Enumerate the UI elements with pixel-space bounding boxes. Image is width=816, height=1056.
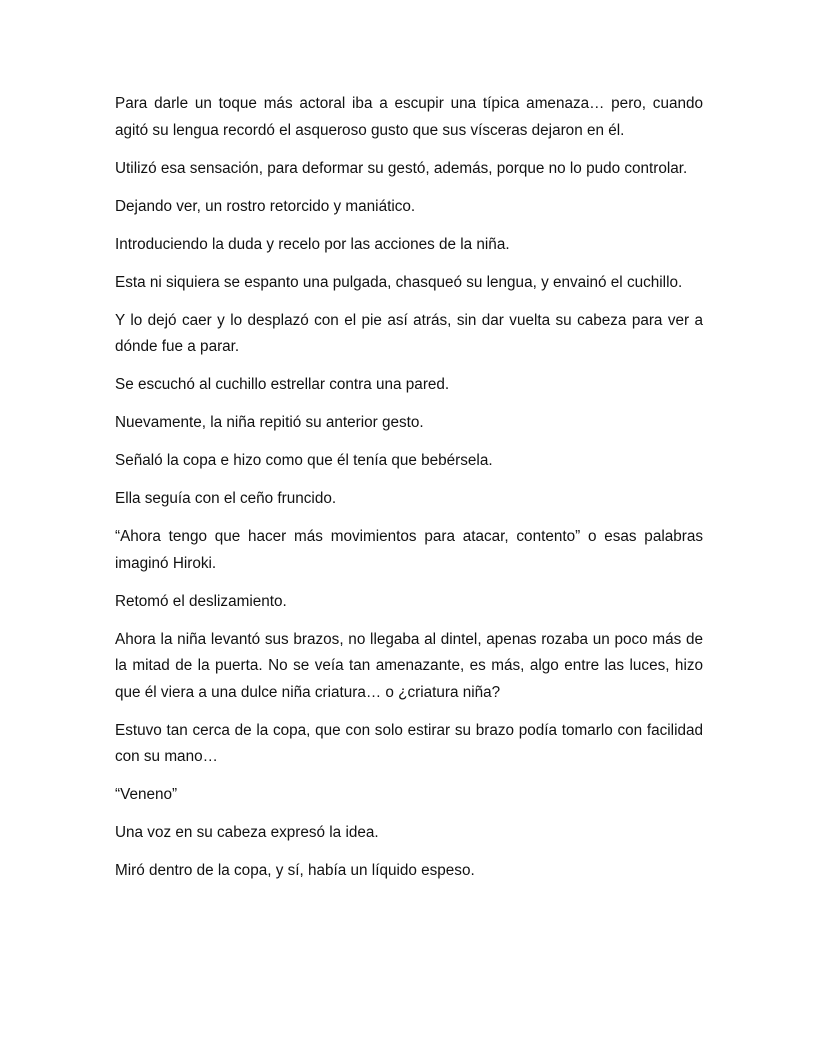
paragraph: Miró dentro de la copa, y sí, había un líquido espeso. xyxy=(115,862,475,879)
paragraph: Retomó el deslizamiento. xyxy=(115,592,287,610)
paragraph: “Veneno” xyxy=(115,786,178,803)
paragraph: Señaló la copa e hizo como que él tenía que bebérsela. xyxy=(115,452,493,469)
paragraph: Estuvo tan cerca de la copa, que con solo estirar su brazo podía tomarlo con facilidad con su mano… xyxy=(115,721,703,765)
paragraph: Una voz en su cabeza expresó la idea. xyxy=(115,824,379,841)
paragraph: Nuevamente, la niña repitió su anterior gesto. xyxy=(115,414,424,431)
paragraph: Ahora la niña levantó sus brazos, no llegaba al dintel, apenas rozaba un poco más de la mitad de la puerta. No se veía tan amenazante, es más, algo entre las luces, hizo que él viera a una dulce niña criatura… o ¿criatura niña? xyxy=(115,630,703,701)
paragraph: Para darle un toque más actoral iba a escupir una típica amenaza… pero, cuando agitó su lengua recordó el asqueroso gusto que sus vísceras dejaron en él. xyxy=(115,95,703,139)
paragraph: “Ahora tengo que hacer más movimientos para atacar, contento” o esas palabras imaginó Hiroki. xyxy=(115,528,703,572)
paragraph: Introduciendo la duda y recelo por las acciones de la niña. xyxy=(115,235,510,253)
paragraph: Y lo dejó caer y lo desplazó con el pie así atrás, sin dar vuelta su cabeza para ver a dónde fue a parar. xyxy=(115,311,703,355)
paragraph: Esta ni siquiera se espanto una pulgada, chasqueó su lengua, y envainó el cuchillo. xyxy=(115,273,683,291)
paragraph: Ella seguía con el ceño fruncido. xyxy=(115,490,337,507)
paragraph: Se escuchó al cuchillo estrellar contra una pared. xyxy=(115,376,450,393)
paragraph: Dejando ver, un rostro retorcido y maniático. xyxy=(115,197,416,215)
document-body xyxy=(115,91,703,896)
paragraph: Utilizó esa sensación, para deformar su gestó, además, porque no lo pudo controlar. xyxy=(115,159,688,177)
